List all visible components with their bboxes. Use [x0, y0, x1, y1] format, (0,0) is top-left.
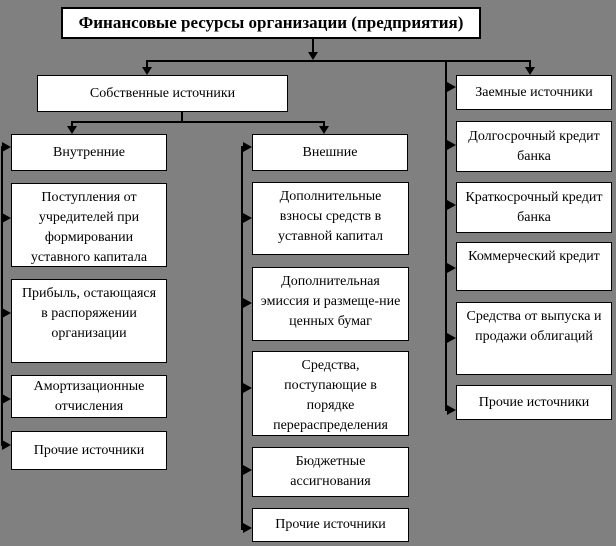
- connector-line: [71, 121, 325, 123]
- borrowed-item-commercial-credit: Коммерческий кредит: [456, 242, 612, 291]
- arrow-right-icon: [447, 200, 456, 210]
- arrow-right-icon: [2, 440, 11, 450]
- borrowed-item-longterm-credit: Долгосрочный кредит банка: [456, 121, 612, 172]
- arrow-right-icon: [447, 263, 456, 273]
- arrow-right-icon: [243, 142, 252, 152]
- borrowed-item-bond-issue-funds: Средства от выпуска и продажи облигаций: [456, 302, 612, 375]
- arrow-right-icon: [243, 213, 252, 223]
- borrowed-item-other-sources: Прочие источники: [456, 385, 612, 420]
- arrow-right-icon: [447, 82, 456, 92]
- arrow-down-icon: [142, 67, 152, 75]
- arrow-right-icon: [243, 298, 252, 308]
- external-header-box: Внешние: [252, 134, 408, 171]
- arrow-down-icon: [308, 52, 318, 60]
- external-item-other-sources: Прочие источники: [252, 508, 409, 542]
- connector-line: [445, 61, 447, 411]
- arrow-right-icon: [2, 394, 11, 404]
- arrow-right-icon: [447, 333, 456, 343]
- arrow-right-icon: [2, 308, 11, 318]
- arrow-right-icon: [243, 465, 252, 475]
- borrowed-item-shortterm-credit: Краткосрочный кредит банка: [456, 182, 612, 233]
- title-box: Финансовые ресурсы организации (предприятия): [61, 7, 481, 39]
- arrow-right-icon: [2, 142, 11, 152]
- arrow-right-icon: [2, 213, 11, 223]
- internal-item-founders-contributions: Поступления от учредителей при формировании уставного капитала: [11, 183, 167, 267]
- external-item-additional-contributions: Дополнительные взносы средств в уставной капитал: [252, 182, 409, 255]
- internal-item-depreciation: Амортизационные отчисления: [11, 375, 167, 418]
- own-sources-box: Собственные источники: [37, 75, 288, 112]
- arrow-right-icon: [447, 405, 456, 415]
- borrowed-header-box: Заемные источники: [456, 75, 612, 110]
- external-item-redistribution-funds: Средства, поступающие в порядке перераспределения: [252, 351, 409, 436]
- arrow-down-icon: [319, 126, 329, 134]
- external-item-budget-allocations: Бюджетные ассигнования: [252, 447, 409, 497]
- arrow-right-icon: [243, 383, 252, 393]
- arrow-right-icon: [243, 523, 252, 533]
- arrow-down-icon: [525, 67, 535, 75]
- external-item-securities-emission: Дополнительная эмиссия и размеще-ние ценных бумаг: [252, 267, 409, 341]
- arrow-right-icon: [447, 140, 456, 150]
- connector-line: [312, 39, 314, 53]
- internal-header-box: Внутренние: [11, 134, 167, 171]
- connector-line: [146, 60, 531, 62]
- internal-item-retained-profit: Прибыль, остающаяся в распоряжении организации: [11, 279, 167, 363]
- arrow-down-icon: [67, 126, 77, 134]
- internal-item-other-sources: Прочие источники: [11, 431, 167, 470]
